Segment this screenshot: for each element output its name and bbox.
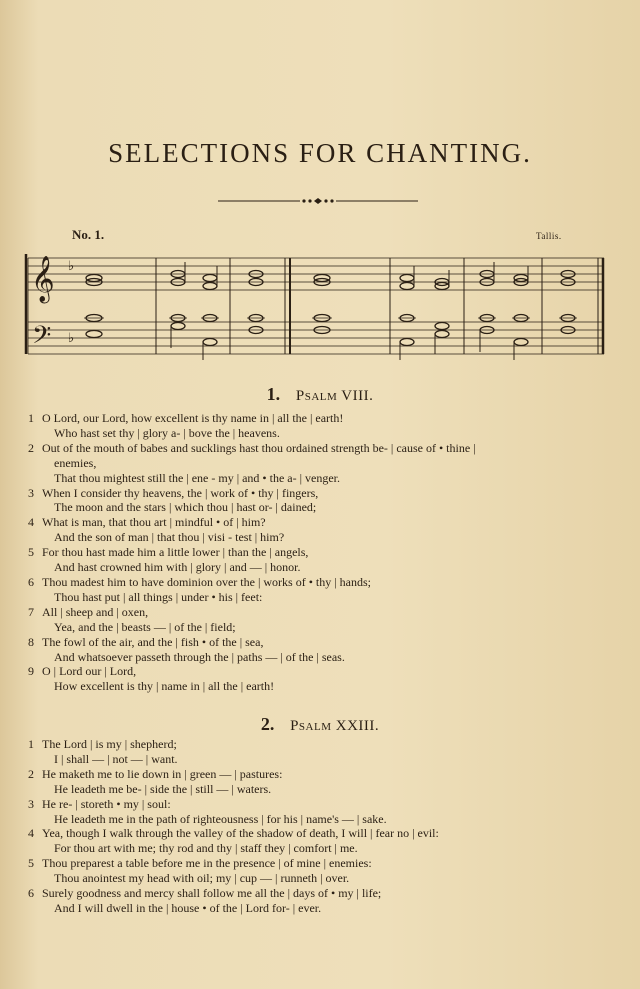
- verse: [28, 856, 618, 886]
- verse-line: For thou art with me; thy rod and thy | staff they | comfort | me.: [54, 841, 358, 856]
- verse-line: Surely goodness and mercy shall follow me all the | days of • my | life;: [42, 886, 382, 901]
- verse-line: And the son of man | that thou | visi - test | him?: [54, 530, 285, 545]
- verse-number: 6: [28, 886, 34, 901]
- verse-line: And hast crowned him with | glory | and — | honor.: [54, 560, 301, 575]
- ornament-divider: [218, 196, 418, 206]
- psalm-1-verses: [28, 411, 618, 694]
- svg-text:𝄢: 𝄢: [32, 321, 52, 356]
- verse-number: 3: [28, 485, 34, 500]
- verse-line: Yea, and the | beasts — | of the | field;: [54, 619, 236, 634]
- verse: [28, 826, 618, 856]
- svg-text:♭: ♭: [68, 331, 75, 346]
- verse-line: And I will dwell in the | house • of the | Lord for- | ever.: [54, 900, 322, 915]
- verse-line: When I consider thy heavens, the | work of • thy | fingers,: [42, 485, 319, 500]
- verse-line: He leadeth me in the path of righteousness | for his | name's — | sake.: [54, 811, 387, 826]
- psalm-2-heading: [0, 714, 640, 735]
- psalm-1-heading: [0, 384, 640, 405]
- verse: [28, 441, 618, 486]
- verse-line: The Lord | is my | shepherd;: [42, 737, 177, 751]
- verse: [28, 737, 618, 767]
- chant-number: No. 1.: [72, 227, 105, 242]
- psalm-2-verses: [28, 737, 618, 916]
- verse-number: 4: [28, 515, 34, 530]
- verse-number: 5: [28, 856, 34, 871]
- svg-text:♭: ♭: [68, 259, 75, 274]
- verse-number: 2: [28, 440, 34, 455]
- verse-line: Thou preparest a table before me in the presence | of mine | enemies:: [42, 856, 372, 871]
- verse-number: 2: [28, 766, 34, 781]
- verse-line: Thou anointest my head with oil; my | cup — | runneth | over.: [54, 871, 350, 886]
- verse-line: Thou madest him to have dominion over the | works of • thy | hands;: [42, 574, 371, 589]
- psalm-1-name: Psalm VIII.: [295, 388, 374, 404]
- psalm-1-number: 1.: [266, 384, 281, 404]
- verse-line: The moon and the stars | which thou | hast or- | dained;: [54, 500, 317, 515]
- verse: [28, 545, 618, 575]
- verse: [28, 767, 618, 797]
- verse-line: I | shall — | not — | want.: [54, 751, 178, 766]
- verse-line: Who hast set thy | glory a- | bove the | heavens.: [54, 425, 280, 440]
- verse-number: 9: [28, 664, 34, 679]
- verse-number: 5: [28, 545, 34, 560]
- verse: [28, 886, 618, 916]
- verse-line: For thou hast made him a little lower | than the | angels,: [42, 545, 309, 560]
- page-title: SELECTIONS FOR CHANTING.: [108, 138, 532, 168]
- svg-text:𝄞: 𝄞: [31, 256, 55, 302]
- chant-composer: Tallis.: [536, 231, 562, 241]
- verse-line: The fowl of the air, and the | fish • of the | sea,: [42, 634, 264, 649]
- verse: [28, 797, 618, 827]
- psalm-2-name: Psalm XXIII.: [290, 718, 380, 734]
- verse-line: What is man, that thou art | mindful • of | him?: [42, 515, 266, 530]
- verse: [28, 486, 618, 516]
- verse-number: 3: [28, 796, 34, 811]
- verse-line: How excellent is thy | name in | all the | earth!: [54, 679, 275, 694]
- verse: [28, 515, 618, 545]
- verse-line: He re- | storeth • my | soul:: [42, 796, 171, 811]
- verse: [28, 575, 618, 605]
- verse-number: 6: [28, 574, 34, 589]
- verse-line: And whatsoever passeth through the | paths — | of the | seas.: [54, 649, 345, 664]
- verse-number: 1: [28, 411, 34, 425]
- verse-line: He leadeth me be- | side the | still — | waters.: [54, 781, 272, 796]
- verse-line: Thou hast put | all things | under • his | feet:: [54, 589, 263, 604]
- psalm-2-number: 2.: [260, 714, 275, 734]
- verse-line: enemies,: [54, 455, 97, 470]
- verse: [28, 411, 618, 441]
- verse: [28, 605, 618, 635]
- verse-line: O Lord, our Lord, how excellent is thy name in | all the | earth!: [42, 411, 344, 425]
- verse: [28, 664, 618, 694]
- verse-line: That thou mightest still the | ene - my | and • the a- | venger.: [54, 470, 341, 485]
- verse: [28, 635, 618, 665]
- verse-number: 4: [28, 826, 34, 841]
- verse-number: 1: [28, 737, 34, 751]
- verse-number: 8: [28, 634, 34, 649]
- verse-line: He maketh me to lie down in | green — | pastures:: [42, 766, 283, 781]
- verse-line: Yea, though I walk through the valley of the shadow of death, I will | fear no | evil:: [42, 826, 439, 841]
- verse-line: Out of the mouth of babes and sucklings hast thou ordained strength be- | cause of • thine |: [42, 440, 476, 455]
- verse-number: 7: [28, 604, 34, 619]
- music-staff: [22, 248, 610, 360]
- verse-line: All | sheep and | oxen,: [42, 604, 149, 619]
- verse-line: O | Lord our | Lord,: [42, 664, 137, 679]
